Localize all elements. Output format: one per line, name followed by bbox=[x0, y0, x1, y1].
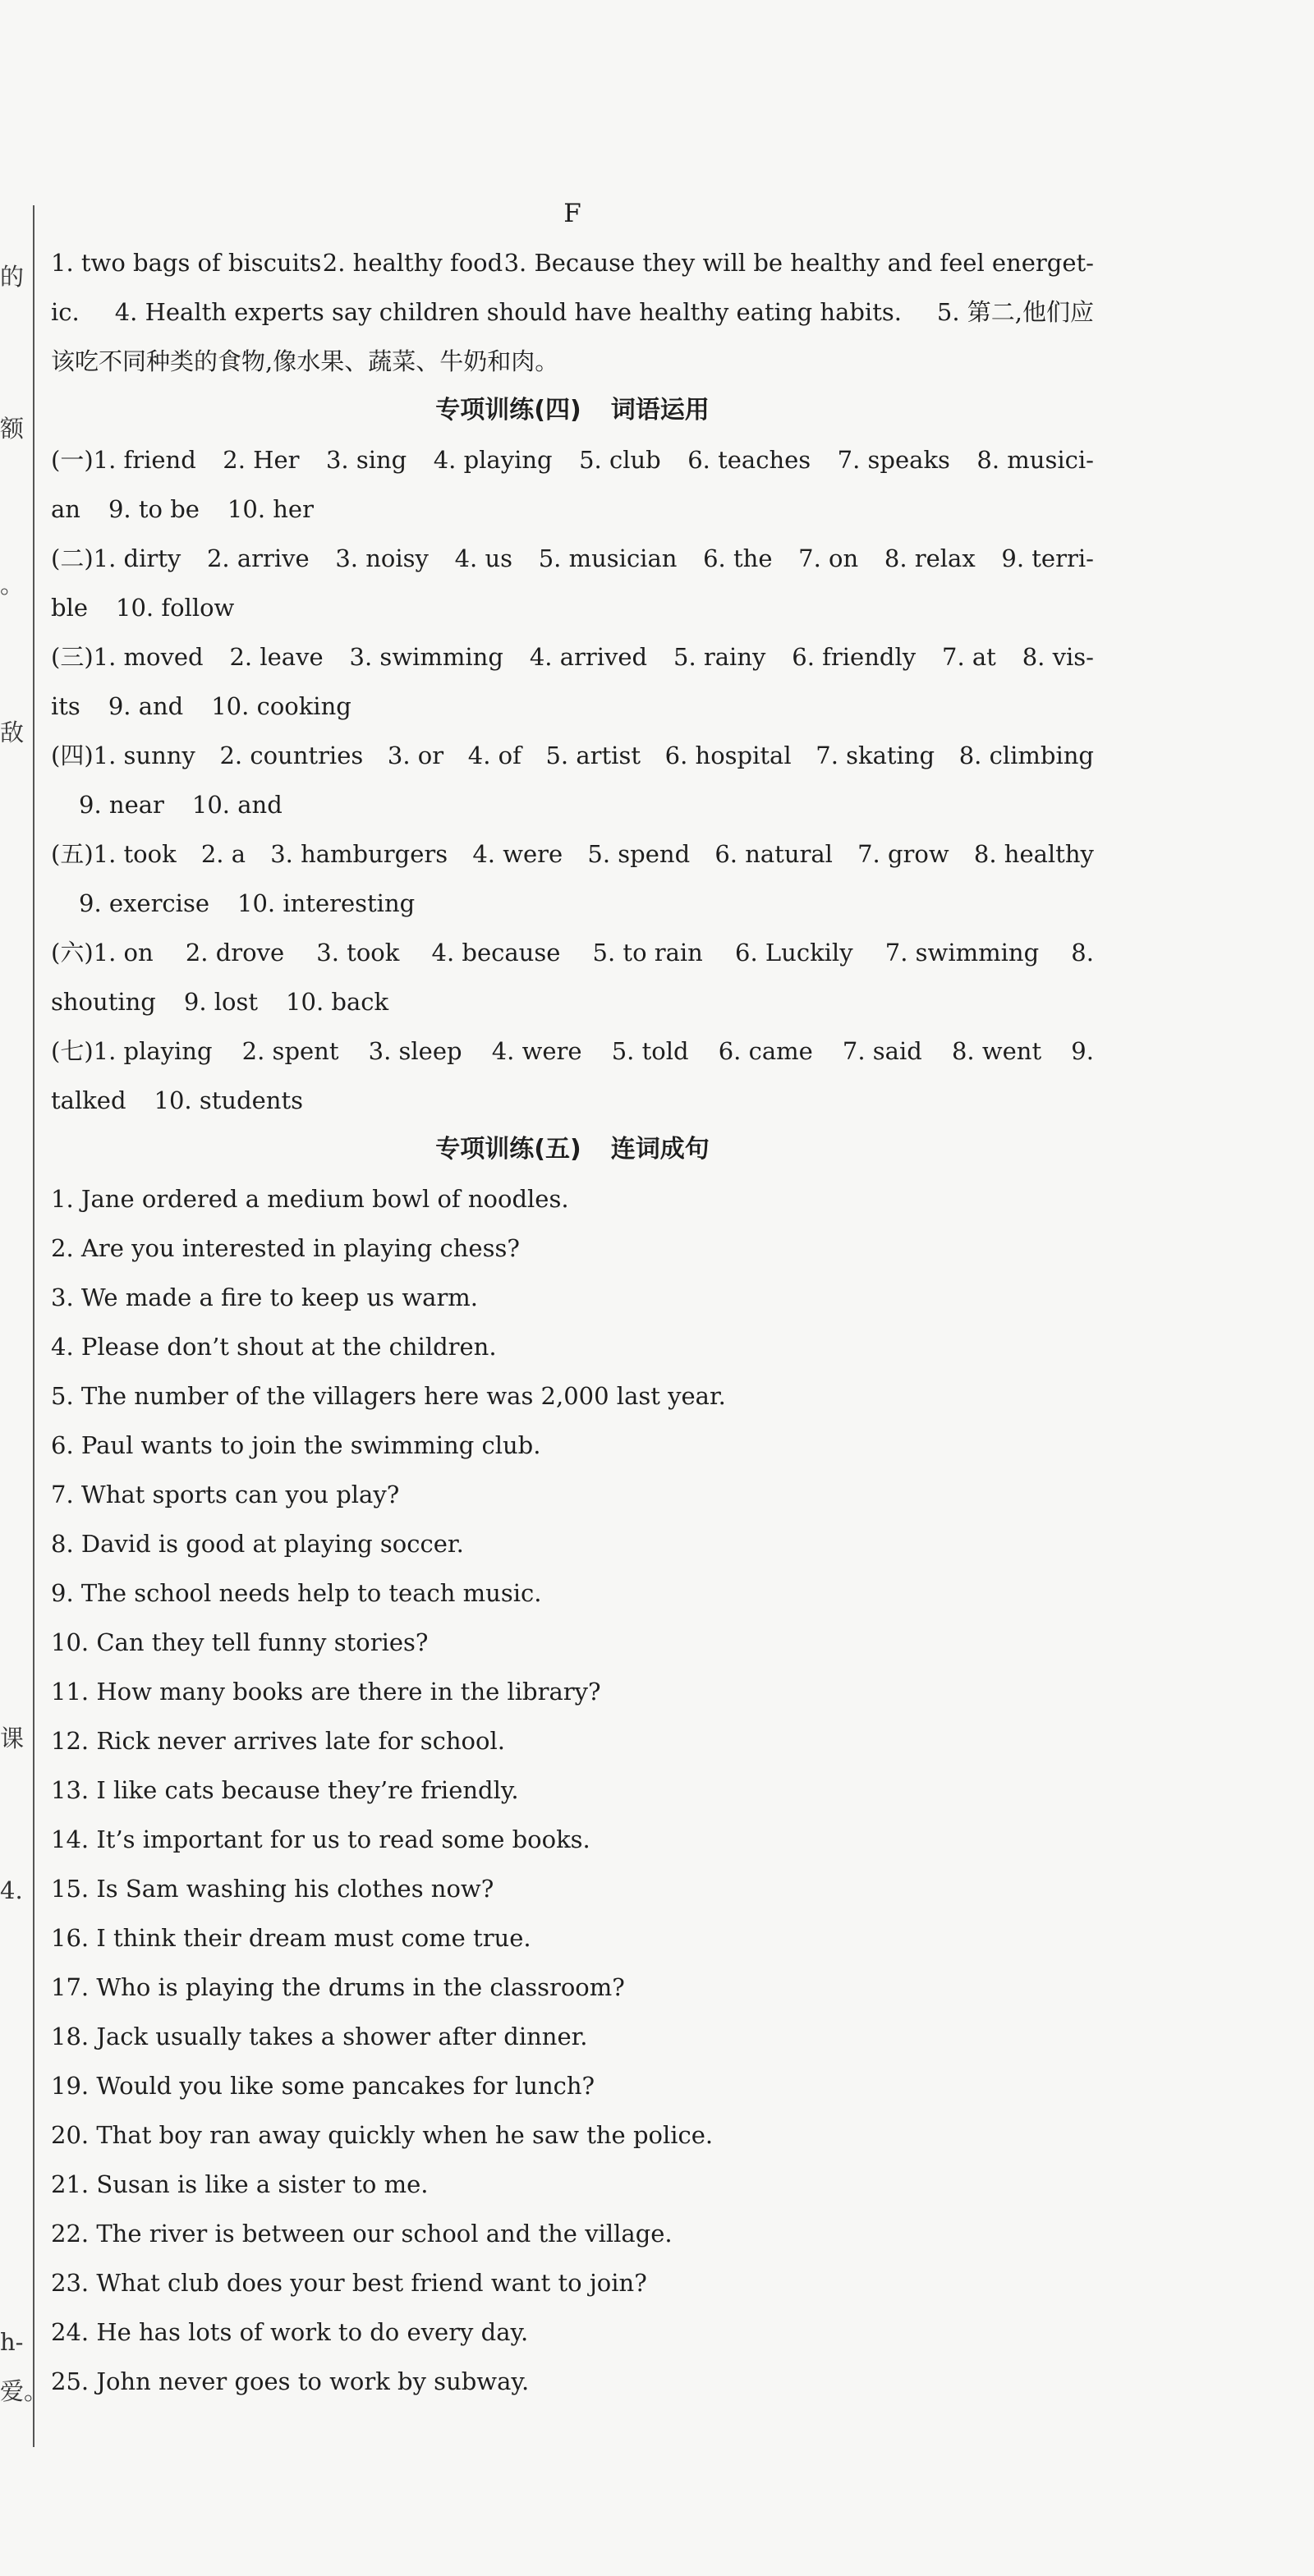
answer-item: 4. of bbox=[467, 742, 521, 769]
answer-item: 9. terri- bbox=[1001, 544, 1094, 572]
answer-item: 10. cooking bbox=[211, 692, 351, 720]
sentence-item: 2. Are you interested in playing chess? bbox=[51, 1234, 520, 1262]
section-f-line bbox=[51, 238, 1094, 287]
answer-item: ic. bbox=[51, 298, 80, 326]
exercise-line bbox=[51, 829, 1094, 879]
sentence-item: 7. What sports can you play? bbox=[51, 1481, 400, 1508]
section-5-subtitle: 连词成句 bbox=[610, 1135, 710, 1164]
answer-item: 7. swimming bbox=[884, 939, 1040, 967]
exercise-line bbox=[51, 1026, 1094, 1076]
exercise-line bbox=[51, 928, 1094, 977]
answer-item: 10. her bbox=[227, 495, 314, 523]
section-f-title: F bbox=[563, 199, 581, 228]
exercise-line bbox=[51, 583, 1094, 632]
answer-item: 10. back bbox=[286, 988, 389, 1016]
answer-item: 5. rainy bbox=[673, 643, 766, 671]
answer-item: 8. relax bbox=[884, 544, 976, 572]
answer-item: 2. spent bbox=[241, 1037, 339, 1065]
answer-item: 2. a bbox=[200, 840, 246, 868]
answer-item: 2. Her bbox=[223, 446, 300, 474]
exercise-line bbox=[51, 1076, 1094, 1125]
sentence-item: 5. The number of the villagers here was 2,000 last year. bbox=[51, 1382, 726, 1410]
answer-item: 2. healthy food bbox=[322, 249, 503, 277]
section-4-heading bbox=[51, 386, 1094, 435]
sentence-item: 10. Can they tell funny stories? bbox=[51, 1628, 429, 1656]
answer-item: 8. musici- bbox=[976, 446, 1094, 474]
answer-item: 2. countries bbox=[219, 742, 364, 769]
margin-fragment: 额 bbox=[0, 415, 25, 443]
answer-item: 10. follow bbox=[116, 594, 235, 622]
answer-item: 2. leave bbox=[229, 643, 324, 671]
margin-fragment: 。 bbox=[0, 571, 25, 599]
sentence-item: 8. David is good at playing soccer. bbox=[51, 1530, 464, 1558]
answer-item: 3. took bbox=[316, 939, 400, 967]
margin-fragment: 爱。 bbox=[0, 2377, 48, 2405]
sentence-item: 18. Jack usually takes a shower after dinner. bbox=[51, 2023, 588, 2050]
answer-item: 6. the bbox=[703, 544, 773, 572]
answer-item: (二)1. dirty bbox=[51, 544, 181, 572]
sentence-item: 20. That boy ran away quickly when he saw the police. bbox=[51, 2121, 714, 2149]
answer-item: (四)1. sunny bbox=[51, 742, 195, 769]
answer-item: 7. grow bbox=[857, 840, 949, 868]
answer-item: ble bbox=[51, 594, 89, 622]
answer-item: 5. told bbox=[611, 1037, 689, 1065]
sentence-item: 12. Rick never arrives late for school. bbox=[51, 1727, 505, 1755]
answer-item: 7. skating bbox=[816, 742, 935, 769]
sentence-item: 6. Paul wants to join the swimming club. bbox=[51, 1431, 541, 1459]
sentence-item: 22. The river is between our school and the village. bbox=[51, 2220, 673, 2248]
answer-item: 6. natural bbox=[714, 840, 833, 868]
answer-item: 3. sleep bbox=[368, 1037, 462, 1065]
answer-item: 8. healthy bbox=[973, 840, 1094, 868]
answer-item: 8. climbing bbox=[958, 742, 1094, 769]
answer-item: an bbox=[51, 495, 80, 523]
answer-item: 4. us bbox=[454, 544, 513, 572]
answer-item: 9. and bbox=[108, 692, 184, 720]
answer-item: 3. sing bbox=[325, 446, 407, 474]
answer-item: its bbox=[51, 692, 80, 720]
answer-item: 9. to be bbox=[108, 495, 200, 523]
exercise-line bbox=[51, 484, 1094, 534]
exercise-line bbox=[51, 682, 1094, 731]
margin-fragment: 敌 bbox=[0, 719, 25, 746]
sentence-item: 13. I like cats because they’re friendly. bbox=[51, 1776, 519, 1804]
answer-item: 4. because bbox=[431, 939, 561, 967]
answer-item: 2. arrive bbox=[206, 544, 310, 572]
section-4-title: 专项训练(四) bbox=[435, 396, 581, 425]
answer-item: 3. swimming bbox=[349, 643, 503, 671]
answer-item: 8. vis- bbox=[1022, 643, 1094, 671]
sentence-item: 23. What club does your best friend want to join? bbox=[51, 2269, 647, 2297]
section-5-heading bbox=[51, 1125, 1094, 1174]
sentence-item: 11. How many books are there in the library? bbox=[51, 1678, 601, 1706]
answer-item: 5. spend bbox=[587, 840, 691, 868]
answer-item: 9. lost bbox=[183, 988, 259, 1016]
answer-item: 3. noisy bbox=[335, 544, 429, 572]
answer-item: 6. teaches bbox=[687, 446, 811, 474]
answer-item: (五)1. took bbox=[51, 840, 177, 868]
sentence-item: 17. Who is playing the drums in the classroom? bbox=[51, 1973, 625, 2001]
sentence-item: 1. Jane ordered a medium bowl of noodles. bbox=[51, 1185, 569, 1213]
section-f-line: 该吃不同种类的食物,像水果、蔬菜、牛奶和肉。 bbox=[51, 347, 559, 375]
exercise-line bbox=[51, 534, 1094, 583]
margin-rule bbox=[33, 205, 34, 2447]
answer-item: (六)1. on bbox=[51, 939, 154, 967]
answer-item: 3. hamburgers bbox=[270, 840, 448, 868]
sentence-item: 25. John never goes to work by subway. bbox=[51, 2367, 530, 2395]
answer-item: 7. on bbox=[798, 544, 859, 572]
answer-item: 6. came bbox=[718, 1037, 813, 1065]
sentence-item: 14. It’s important for us to read some books. bbox=[51, 1825, 590, 1853]
section-f-line bbox=[51, 287, 1094, 337]
answer-item: 5. artist bbox=[545, 742, 641, 769]
exercise-line bbox=[51, 879, 1094, 928]
answer-item: (一)1. friend bbox=[51, 446, 196, 474]
margin-fragment: 4. bbox=[0, 1876, 23, 1904]
answer-item: 7. speaks bbox=[837, 446, 950, 474]
answer-page bbox=[51, 189, 1094, 2406]
answer-item: 5. musician bbox=[538, 544, 678, 572]
answer-item: 5. to rain bbox=[592, 939, 703, 967]
exercise-line bbox=[51, 780, 1094, 829]
answer-item: 9. near bbox=[79, 791, 164, 819]
section-4-subtitle: 词语运用 bbox=[610, 396, 710, 425]
answer-item: 3. or bbox=[387, 742, 444, 769]
answer-item: 7. at bbox=[942, 643, 996, 671]
answer-item: (三)1. moved bbox=[51, 643, 204, 671]
answer-item: 6. Luckily bbox=[735, 939, 853, 967]
answer-item: 6. hospital bbox=[664, 742, 792, 769]
answer-item: 4. were bbox=[472, 840, 563, 868]
sentence-item: 21. Susan is like a sister to me. bbox=[51, 2170, 429, 2198]
exercise-line bbox=[51, 632, 1094, 682]
section-4-groups bbox=[51, 435, 1094, 1125]
margin-fragment: h- bbox=[0, 2328, 24, 2356]
answer-item: 9. bbox=[1071, 1037, 1094, 1065]
answer-item: 3. Because they will be healthy and feel energet- bbox=[503, 249, 1094, 277]
margin-fragment: 的 bbox=[0, 263, 25, 291]
sentence-item: 15. Is Sam washing his clothes now? bbox=[51, 1875, 494, 1903]
answer-item: 6. friendly bbox=[792, 643, 917, 671]
answer-item: talked bbox=[51, 1086, 126, 1114]
answer-item: 8. bbox=[1071, 939, 1094, 967]
answer-item: 4. were bbox=[491, 1037, 582, 1065]
sentence-item: 4. Please don’t shout at the children. bbox=[51, 1333, 497, 1361]
exercise-line bbox=[51, 435, 1094, 484]
answer-item: 2. drove bbox=[185, 939, 285, 967]
answer-item: 9. exercise bbox=[79, 889, 209, 917]
sentence-item: 24. He has lots of work to do every day. bbox=[51, 2318, 529, 2346]
answer-item: 5. club bbox=[579, 446, 661, 474]
answer-item: 8. went bbox=[951, 1037, 1042, 1065]
answer-item: 10. students bbox=[154, 1086, 304, 1114]
margin-fragment: 课 bbox=[0, 1724, 25, 1752]
answer-item: shouting bbox=[51, 988, 156, 1016]
exercise-line bbox=[51, 731, 1094, 780]
answer-item: 10. interesting bbox=[237, 889, 416, 917]
answer-item: 5. 第二,他们应 bbox=[936, 298, 1094, 326]
sentence-item: 19. Would you like some pancakes for lunch? bbox=[51, 2072, 595, 2100]
answer-item: 1. two bags of biscuits bbox=[51, 249, 322, 277]
exercise-line bbox=[51, 977, 1094, 1026]
sentence-item: 16. I think their dream must come true. bbox=[51, 1924, 531, 1952]
section-5-title: 专项训练(五) bbox=[435, 1135, 581, 1164]
sentence-item: 9. The school needs help to teach music. bbox=[51, 1579, 542, 1607]
answer-item: 7. said bbox=[842, 1037, 922, 1065]
sentence-item: 3. We made a fire to keep us warm. bbox=[51, 1283, 479, 1311]
section-5-sentences bbox=[51, 1174, 1094, 2406]
answer-item: 4. Health experts say children should have healthy eating habits. bbox=[114, 298, 902, 326]
answer-item: 4. playing bbox=[433, 446, 553, 474]
answer-item: (七)1. playing bbox=[51, 1037, 213, 1065]
answer-item: 4. arrived bbox=[529, 643, 648, 671]
answer-item: 10. and bbox=[191, 791, 283, 819]
